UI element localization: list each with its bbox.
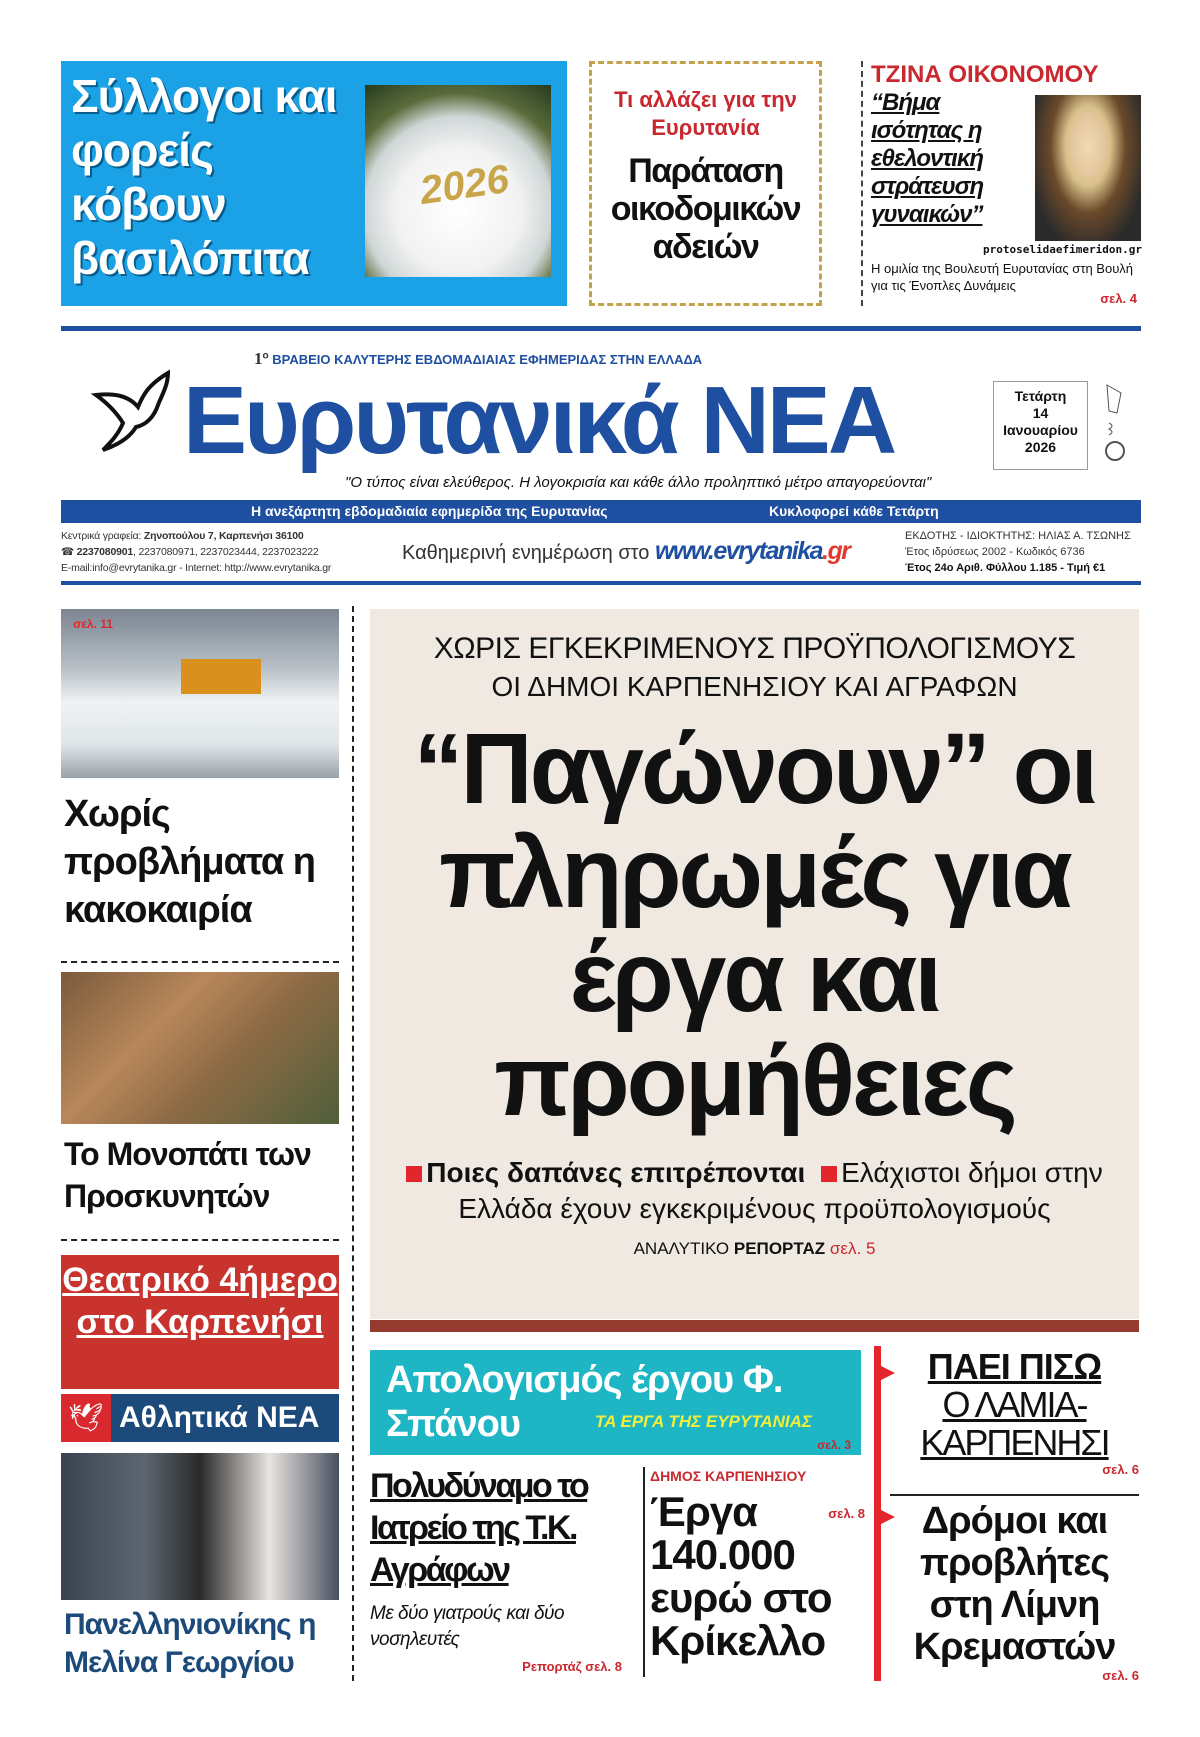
bullet-square-icon bbox=[406, 1166, 422, 1182]
page-ref: σελ. 3 bbox=[817, 1438, 851, 1452]
teaser-headline: Σύλλογοι και φορείς κόβουν βασιλόπιτα bbox=[71, 70, 337, 284]
publisher-info bbox=[905, 528, 1131, 576]
spanos-story[interactable] bbox=[370, 1350, 861, 1455]
page-ref: σελ. 6 bbox=[1102, 1462, 1139, 1477]
snowplow-shape bbox=[181, 659, 261, 694]
agrafa-subhead: Με δύο γιατρούς και δύο νοσηλευτές bbox=[370, 1603, 565, 1650]
phones-other: , 2237080971, 2237023444, 2237023222 bbox=[133, 546, 319, 558]
cake-year-text: 2026 bbox=[417, 157, 512, 213]
dove-logo-icon bbox=[88, 365, 178, 455]
page-ref: σελ. 11 bbox=[73, 617, 113, 631]
agrafa-story[interactable] bbox=[370, 1465, 622, 1677]
teaser-vasilopita[interactable] bbox=[61, 61, 567, 306]
snow-headline[interactable]: Χωρίς προβλήματα η κακοκαιρία bbox=[64, 793, 315, 931]
teaser-description: Η ομιλία της Βουλευτή Ευρυτανίας στη Βουλή για τις Ένοπλες Δυνάμεις bbox=[871, 261, 1134, 293]
kremasta-headline: Δρόμοι και προβλήτες στη Λίμνη Κρεμαστών bbox=[913, 1500, 1116, 1668]
report-bold: ΡΕΠΟΡΤΑΖ bbox=[733, 1239, 826, 1258]
page-ref: σελ. 8 bbox=[828, 1506, 865, 1521]
sports-section-banner bbox=[61, 1394, 339, 1442]
column-divider bbox=[352, 606, 354, 1681]
dove-icon: 🕊 bbox=[61, 1394, 111, 1442]
issue-date bbox=[993, 381, 1088, 470]
watermark: protoselidaefimeridon.gr bbox=[983, 243, 1142, 256]
award-text: ΒΡΑΒΕΙΟ ΚΑΛΥΤΕΡΗΣ ΕΒΔΟΜΑΔΙΑΙΑΣ ΕΦΗΜΕΡΙΔΑΣ ΣΤΗΝ ΕΛΛΑΔΑ bbox=[272, 352, 703, 367]
office-address: Ζηνοπούλου 7, Καρπενήσι 36100 bbox=[143, 530, 304, 542]
teaser-oikonomou[interactable] bbox=[861, 61, 1141, 306]
kremasta-story[interactable] bbox=[890, 1500, 1139, 1684]
portrait-photo bbox=[1035, 95, 1141, 241]
bullet-square-icon bbox=[821, 1166, 837, 1182]
publisher: ΕΚΔΟΤΗΣ - ΙΔΙΟΚΤΗΤΗΣ: ΗΛΙΑΣ Α. ΤΣΩΝΗΣ bbox=[905, 530, 1131, 542]
lead-bullet-1: Ποιες δαπάνες επιτρέπονται bbox=[426, 1157, 806, 1188]
teaser-quote: “Βήμα ισότητας η εθελοντική στράτευση γυναικών” bbox=[871, 89, 984, 228]
band-left-text: Η ανεξάρτητη εβδομαδιαία εφημερίδα της Ευρυτανίας bbox=[251, 503, 608, 519]
masthead-bottom-rule bbox=[61, 581, 1141, 585]
lead-kicker-1: ΧΩΡΙΣ ΕΓΚΕΚΡΙΜΕΝΟΥΣ ΠΡΟΫΠΟΛΟΓΙΣΜΟΥΣ bbox=[433, 632, 1076, 665]
teaser-permits[interactable] bbox=[589, 61, 822, 306]
promo-text: Καθημερινή ενημέρωση στο bbox=[402, 542, 650, 564]
date-month: Ιανουαρίου bbox=[1003, 422, 1078, 438]
spanos-section: ΤΑ ΕΡΓΑ ΤΗΣ ΕΥΡΥΤΑΝΙΑΣ bbox=[595, 1412, 812, 1431]
phone-main: 2237080901 bbox=[76, 546, 134, 558]
lead-subheads bbox=[370, 1155, 1139, 1227]
teaser-name: ΤΖΙΝΑ ΟΙΚΟΝΟΜΟΥ bbox=[871, 61, 1099, 88]
krikello-story[interactable] bbox=[650, 1468, 865, 1662]
teaser-headline: Παράταση οικοδομικών αδειών bbox=[610, 152, 801, 266]
promo-url[interactable]: www.evrytanika bbox=[654, 537, 823, 565]
page-ref: σελ. 5 bbox=[829, 1239, 876, 1258]
press-union-emblem-icon bbox=[1103, 383, 1127, 463]
lead-kicker-2: ΟΙ ΔΗΜΟΙ ΚΑΡΠΕΝΗΣΙΟΥ ΚΑΙ ΑΓΡΑΦΩΝ bbox=[491, 671, 1018, 702]
spanos-headline: Απολογισμός έργου Φ. Σπάνου bbox=[386, 1359, 783, 1445]
lamia-headline-2: Ο ΛΑΜΙΑ-ΚΑΡΠΕΝΗΣΙ bbox=[920, 1384, 1109, 1463]
sports-headline[interactable]: Πανελληνιονίκης η Μελίνα Γεωργίου bbox=[64, 1608, 316, 1679]
column-divider bbox=[643, 1467, 645, 1677]
divider bbox=[61, 961, 339, 963]
email-web[interactable]: E-mail:info@evrytanika.gr - Internet: http://www.evrytanika.gr bbox=[61, 562, 332, 574]
athlete-photo[interactable] bbox=[61, 1453, 339, 1600]
date-weekday: Τετάρτη bbox=[1014, 388, 1067, 404]
krikello-kicker: ΔΗΜΟΣ ΚΑΡΠΕΝΗΣΙΟΥ bbox=[650, 1468, 807, 1484]
founded: Έτος ιδρύσεως 2002 - Κωδικός 6736 bbox=[905, 546, 1085, 558]
red-divider bbox=[874, 1346, 881, 1681]
teaser-kicker: Τι αλλάζει για την Ευρυτανία bbox=[614, 87, 797, 140]
date-year: 2026 bbox=[1024, 439, 1057, 455]
promo-tld[interactable]: .gr bbox=[822, 537, 850, 565]
divider bbox=[61, 1239, 339, 1241]
award-number: 1 bbox=[254, 349, 263, 368]
lamia-headline-1: ΠΑΕΙ ΠΙΣΩ bbox=[927, 1346, 1102, 1387]
lead-report-ref bbox=[370, 1239, 1139, 1259]
page-ref: Ρεπορτάζ σελ. 8 bbox=[522, 1659, 622, 1674]
date-day: 14 bbox=[1032, 405, 1049, 421]
trail-photo[interactable] bbox=[61, 972, 339, 1124]
masthead-band bbox=[61, 500, 1141, 523]
divider bbox=[890, 1494, 1139, 1496]
office-label: Κεντρικά γραφεία: bbox=[61, 530, 142, 542]
theatre-headline[interactable]: Θεατρικό 4ήμερο στο Καρπενήσι bbox=[61, 1255, 339, 1389]
phone-icon: ☎ bbox=[61, 546, 77, 558]
page-ref: σελ. 6 bbox=[1102, 1668, 1139, 1683]
vasilopita-photo bbox=[365, 85, 551, 277]
agrafa-headline: Πολυδύναμο το Ιατρείο της Τ.Κ. Αγράφων bbox=[370, 1467, 588, 1589]
lead-headline: “Παγώνουν” οι πληρωμές για έργα και προμήθειες bbox=[413, 713, 1096, 1137]
lamia-story[interactable] bbox=[890, 1348, 1139, 1478]
trail-headline[interactable]: Το Μονοπάτι των Προσκυνητών bbox=[64, 1136, 311, 1214]
top-rule bbox=[61, 326, 1141, 331]
website-promo[interactable] bbox=[402, 537, 850, 566]
lead-bottom-bar bbox=[370, 1320, 1139, 1332]
award-ordinal: ο bbox=[262, 350, 269, 362]
issue-number: Έτος 24ο Αριθ. Φύλλου 1.185 - Τιμή €1 bbox=[905, 562, 1106, 574]
report-label: ΑΝΑΛΥΤΙΚΟ bbox=[633, 1239, 730, 1258]
sports-section-title: Αθλητικά ΝΕΑ bbox=[111, 1394, 339, 1442]
lead-bullet-2: Ελάχιστοι δήμοι στην Ελλάδα έχουν εγκεκριμένους προϋπολογισμούς bbox=[458, 1157, 1103, 1224]
page-ref: σελ. 4 bbox=[1100, 291, 1137, 306]
band-right-text: Κυκλοφορεί κάθε Τετάρτη bbox=[769, 503, 939, 519]
lead-story[interactable] bbox=[370, 609, 1139, 1319]
snowplow-photo[interactable] bbox=[61, 609, 339, 778]
award-line bbox=[254, 350, 702, 369]
contact-info bbox=[61, 528, 331, 576]
motto: "Ο τύπος είναι ελεύθερος. Η λογοκρισία και κάθε άλλο προληπτικό μέτρο απαγορεύονται" bbox=[345, 474, 932, 491]
krikello-headline: Έργα 140.000 ευρώ στο Κρίκελλο bbox=[650, 1488, 832, 1664]
newspaper-title: Ευρυτανικά ΝΕΑ bbox=[183, 367, 895, 474]
